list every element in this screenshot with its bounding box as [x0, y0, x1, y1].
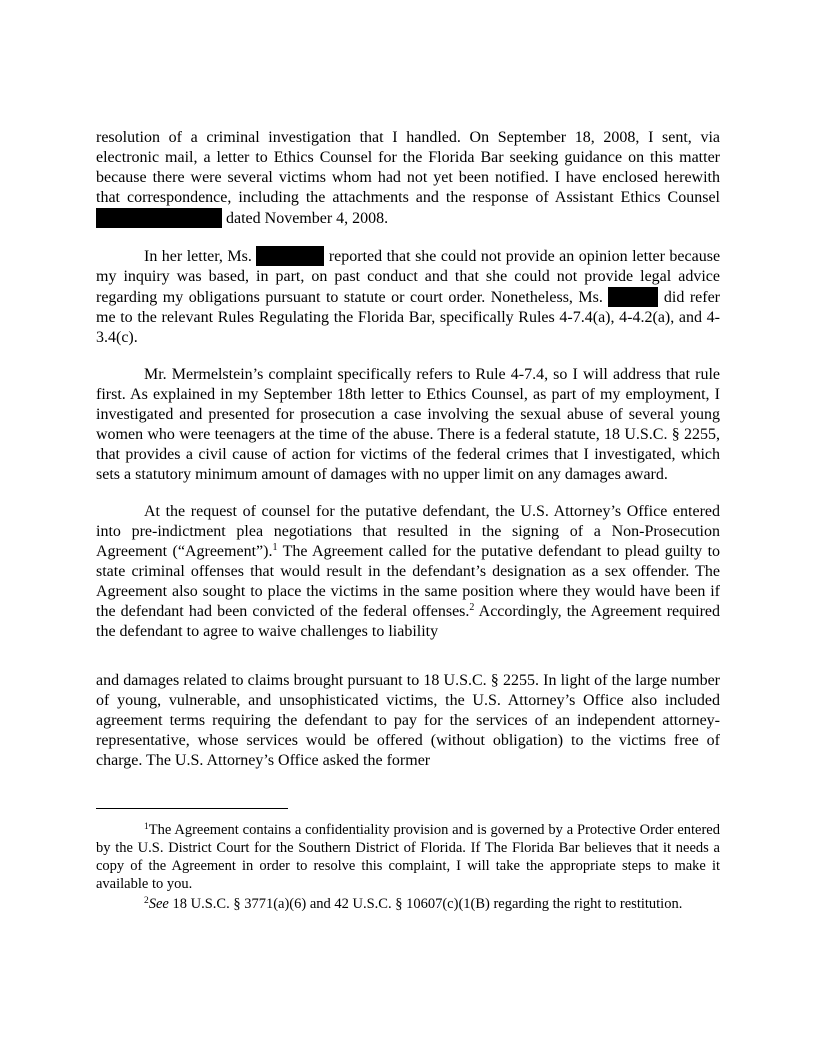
letter-body [96, 128, 720, 771]
redaction-box [608, 287, 658, 307]
footnote-reference: 1 [272, 542, 278, 553]
footnotes [96, 808, 720, 913]
redaction-box [256, 246, 324, 266]
footnote-mark: 2 [144, 896, 149, 906]
footnote-divider [96, 808, 288, 809]
footnote-mark: 1 [144, 822, 149, 832]
footnote-reference: 2 [469, 602, 475, 613]
paragraph-1: resolution of a criminal investigation that I handled. On September 18, 2008, I sent, via electronic mail, a letter to Ethics Counsel for the Florida Bar seeking guidance on this matter because there were several victims whom had not yet been notified. I have enclosed herewith that correspondence, including the attachments and the response of Assistant Ethics Counsel dated November 4, 2008. [96, 129, 720, 227]
paragraph-5: and damages related to claims brought pursuant to 18 U.S.C. § 2255. In light of the large number of young, vulnerable, and unsophisticated victims, the U.S. Attorney’s Office also included agreement terms requiring the defendant to pay for the services of an independent attorney-representative, whose services would be offered (without obligation) to the victims free of charge. The U.S. Attorney’s Office asked the former [96, 672, 720, 769]
footnote-2: $^2$See 18 U.S.C. § 3771(a)(6) and 42 U.S.C. § 10607(c)(1(B) regarding the right to restitution. [144, 896, 683, 912]
redaction-box [96, 208, 222, 228]
footnote-1: $^1$The Agreement contains a confidentiality provision and is governed by a Protective Order entered by the U.S. District Court for the Southern District of Florida. If The Florida Bar believes that it needs a copy of the Agreement in order to resolve this complaint, I will take the appropriate steps to make it available to you. [96, 822, 720, 892]
paragraph-3: Mr. Mermelstein’s complaint specifically refers to Rule 4-7.4, so I will address that rule first. As explained in my September 18th letter to Ethics Counsel, as part of my employment, I investigated and presented for prosecution a case involving the sexual abuse of several young women who were teenagers at the time of the abuse. There is a federal statute, 18 U.S.C. § 2255, that provides a civil cause of action for victims of the federal crimes that I investigated, which sets a statutory minimum amount of damages with no upper limit on any damages award. [96, 366, 720, 483]
citation-signal: See [148, 896, 169, 912]
paragraph-2: In her letter, Ms. reported that she could not provide an opinion letter because my inquiry was based, in part, on past conduct and that she could not provide legal advice regarding my obligations pursuant to statute or court order. Nonetheless, Ms. did refer me to the relevant Rules Regulating the Florida Bar, specifically Rules 4-7.4(a), 4-4.2(a), and 4-3.4(c). [96, 248, 721, 346]
paragraph-4: At the request of counsel for the putative defendant, the U.S. Attorney’s Office entered into pre-indictment plea negotiations that resulted in the signing of a Non-Prosecution Agreement (“Agreement”).$^1$ The Agreement called for the putative defendant to plead guilty to state criminal offenses that would result in the defendant’s designation as a sex offender. The Agreement also sought to place the victims in the same position where they would have been if the defendant had been convicted of the federal offenses.$^2$ Accordingly, the Agreement required the defendant to agree to waive challenges to liability [96, 503, 721, 640]
